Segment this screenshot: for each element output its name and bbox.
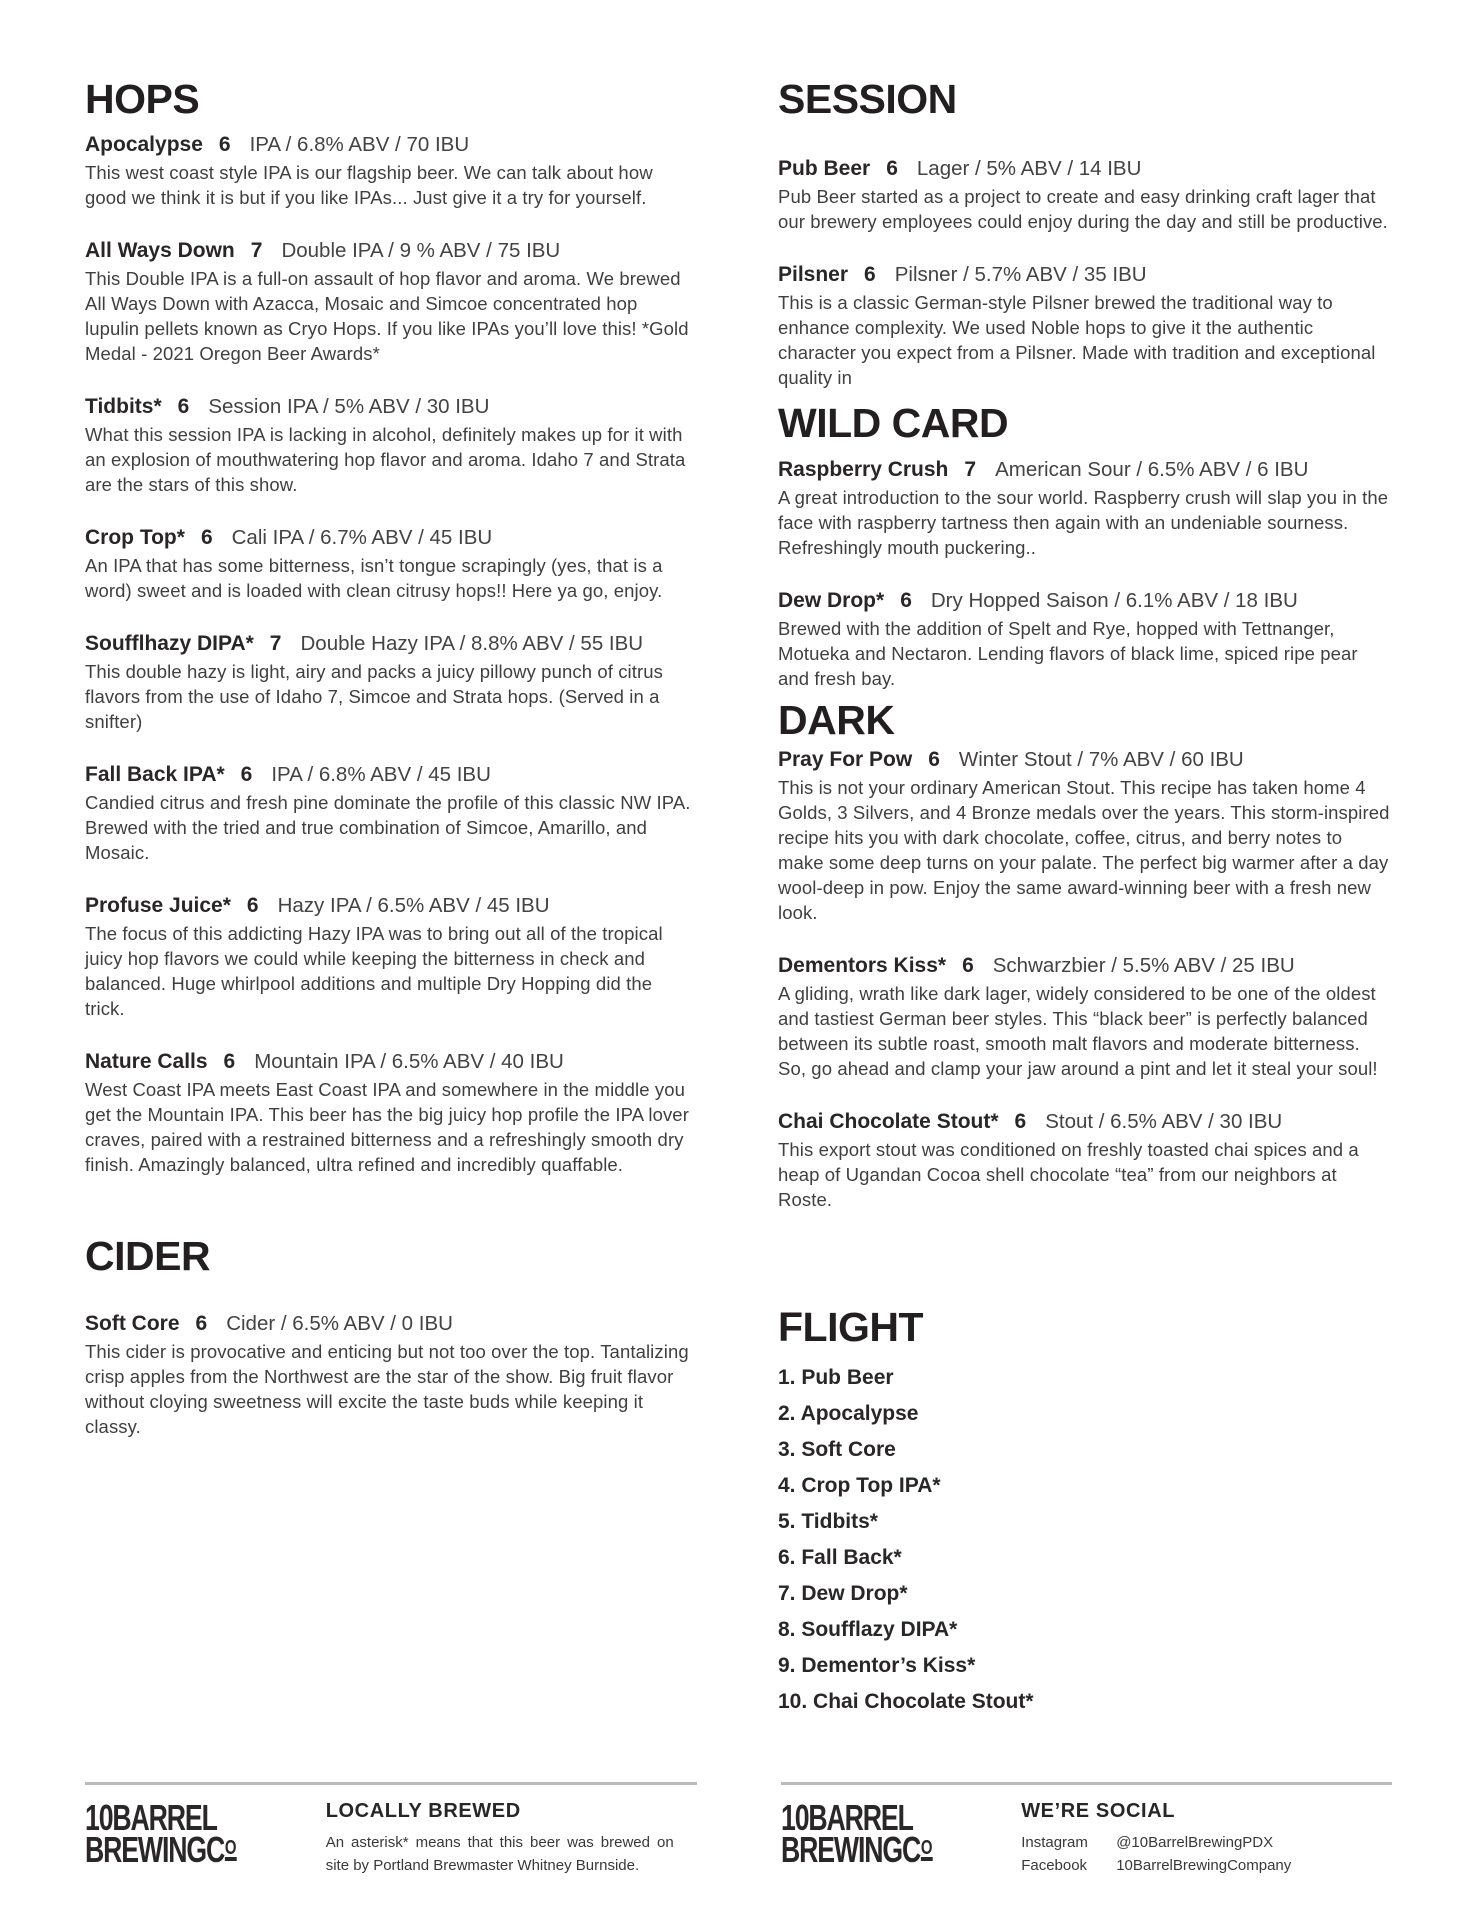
beer-price: 6: [223, 1050, 236, 1073]
beer-name: Pilsner: [778, 263, 849, 286]
beer-title-line: [85, 631, 693, 658]
beer-price: 6: [200, 526, 213, 549]
brand-logo-co-mark: O: [920, 1839, 932, 1861]
beer-description: A great introduction to the sour world. Raspberry crush will slap you in the face with raspberry tartness then again with an undeniable sourness. Refreshingly mouth puckering..: [778, 487, 1389, 558]
section-dark: [778, 697, 1392, 1212]
beer-description: A gliding, wrath like dark lager, widely considered to be one of the oldest and tastiest German beer styles. This “black beer” is perfectly balanced between its subtle roast, smooth malt flavors and moderate bitterness. So, go ahead and clamp your jaw around a pint and let it steal your soul!: [778, 983, 1378, 1079]
flight-item: 4. Crop Top IPA*: [778, 1474, 941, 1497]
flight-list: [778, 1360, 1392, 1720]
beer-title-line: [778, 588, 1392, 615]
asterisk-note: An asterisk* means that this beer was brewed on site by Portland Brewmaster Whitney Burnside.: [325, 1834, 674, 1874]
beer-entry: [85, 394, 693, 497]
brand-logo-line1: 10BARREL: [85, 1797, 217, 1838]
beer-style-abv-ibu: Mountain IPA / 6.5% ABV / 40 IBU: [254, 1050, 564, 1073]
flight-item: 9. Dementor’s Kiss*: [778, 1654, 976, 1677]
beer-title-line: [778, 262, 1392, 289]
brand-logo-co-mark: O: [225, 1839, 237, 1861]
beer-title-line: [85, 132, 693, 159]
flight-item: 10. Chai Chocolate Stout*: [778, 1690, 1034, 1713]
page-footer: [85, 1782, 1392, 1877]
beer-entry: [778, 747, 1392, 925]
beer-price: 6: [962, 954, 974, 977]
section-title: FLIGHT: [778, 1304, 924, 1350]
beer-description: This west coast style IPA is our flagship beer. We can talk about how good we think it is but if you like IPAs... Just give it a try for yourself.: [85, 162, 653, 208]
beer-price: 6: [1014, 1110, 1027, 1133]
section-title: CIDER: [85, 1233, 211, 1279]
beer-title-line: [85, 238, 693, 265]
beer-description: This cider is provocative and enticing but not too over the top. Tantalizing crisp apples from the Northwest are the star of the show. Big fruit flavor without cloying sweetness will excite the taste buds while keeping it classy.: [85, 1341, 689, 1437]
beer-name: Pray For Pow: [778, 748, 913, 771]
left-column: [85, 76, 693, 1439]
beer-description: This export stout was conditioned on freshly toasted chai spices and a heap of Ugandan Cocoa shell chocolate “tea” from our neighbors at Roste.: [778, 1139, 1359, 1210]
section-flight: [778, 1304, 1392, 1720]
beer-title-line: [85, 893, 693, 920]
beer-style-abv-ibu: IPA / 6.8% ABV / 70 IBU: [249, 133, 470, 156]
locally-brewed-text: [326, 1800, 697, 1877]
beer-price: 6: [886, 157, 898, 180]
beer-price: 7: [964, 458, 977, 481]
brand-logo: [85, 1797, 237, 1871]
flight-item: 1. Pub Beer: [778, 1366, 894, 1389]
beer-entry: [85, 1311, 693, 1439]
facebook-label: Facebook: [1021, 1857, 1088, 1874]
flight-item: 5. Tidbits*: [778, 1510, 878, 1533]
beer-entry: [778, 156, 1392, 234]
beer-title-line: [778, 1109, 1392, 1136]
facebook-handle: 10BarrelBrewingCompany: [1116, 1857, 1292, 1874]
section-wild-card: [778, 400, 1392, 691]
flight-item: 6. Fall Back*: [778, 1546, 902, 1569]
beer-name: Tidbits*: [85, 395, 162, 418]
beer-price: 6: [195, 1312, 208, 1335]
beer-description: This is not your ordinary American Stout. This recipe has taken home 4 Golds, 3 Silvers, and 4 Bronze medals over the years. This storm-inspired recipe hits you with dark chocolate, coffee, citrus, and berry notes to make some deep turns on your palate. The perfect big warmer after a day wool-deep in pow. Enjoy the same award-winning beer with a fresh new look.: [778, 777, 1390, 923]
beer-entry: [85, 762, 693, 865]
beer-name: Soft Core: [85, 1312, 180, 1335]
section-session: [778, 76, 1392, 390]
flight-item: 7. Dew Drop*: [778, 1582, 908, 1605]
beer-title-line: [85, 1311, 693, 1338]
footer-social: [781, 1782, 1393, 1877]
flight-item: 8. Soufflazy DIPA*: [778, 1618, 958, 1641]
beer-description: This Double IPA is a full-on assault of hop flavor and aroma. We brewed All Ways Down with Azacca, Mosaic and Simcoe concentrated hop lupulin pellets known as Cryo Hops. If you like IPAs you’ll love this! *Gold Medal - 2021 Oregon Beer Awards*: [85, 268, 689, 364]
beer-description: This double hazy is light, airy and packs a juicy pillowy punch of citrus flavors from the use of Idaho 7, Simcoe and Strata hops. (Served in a snifter): [85, 661, 663, 732]
beer-name: Chai Chocolate Stout*: [778, 1110, 999, 1133]
beer-price: 6: [864, 263, 876, 286]
beer-name: Dew Drop*: [778, 589, 885, 612]
beer-style-abv-ibu: Stout / 6.5% ABV / 30 IBU: [1045, 1110, 1283, 1133]
beer-entry: [778, 588, 1392, 691]
beer-style-abv-ibu: American Sour / 6.5% ABV / 6 IBU: [995, 458, 1309, 481]
beer-description: The focus of this addicting Hazy IPA was to bring out all of the tropical juicy hop flavors we could while keeping the bitterness in check and balanced. Huge whirlpool additions and multiple Dry Hopping did the trick.: [85, 923, 663, 1019]
social-row-instagram: [1021, 1831, 1392, 1854]
section-hops: [85, 76, 693, 1177]
beer-entry: [85, 631, 693, 734]
beer-style-abv-ibu: Double IPA / 9 % ABV / 75 IBU: [281, 239, 561, 262]
flight-item: 3. Soft Core: [778, 1438, 896, 1461]
instagram-label: Instagram: [1021, 1834, 1088, 1851]
beer-name: Apocalypse: [85, 133, 203, 156]
beer-entry: [778, 1109, 1392, 1212]
beer-description: What this session IPA is lacking in alcohol, definitely makes up for it with an explosion of mouthwatering hop flavor and aroma. Idaho 7 and Strata are the stars of this show.: [85, 424, 686, 495]
social-heading: WE’RE SOCIAL: [1021, 1800, 1176, 1822]
section-title: WILD CARD: [778, 400, 1009, 446]
beer-name: Pub Beer: [778, 157, 871, 180]
beer-title-line: [778, 156, 1392, 183]
beer-style-abv-ibu: Winter Stout / 7% ABV / 60 IBU: [958, 748, 1244, 771]
beer-entry: [778, 262, 1392, 390]
beer-title-line: [85, 525, 693, 552]
beer-style-abv-ibu: Hazy IPA / 6.5% ABV / 45 IBU: [277, 894, 550, 917]
beer-entry: [85, 1049, 693, 1177]
social-row-facebook: [1021, 1854, 1392, 1877]
beer-price: 6: [218, 133, 231, 156]
beer-name: Fall Back IPA*: [85, 763, 225, 786]
beer-entry: [85, 238, 693, 366]
beer-description: This is a classic German-style Pilsner brewed the traditional way to enhance complexity. We used Noble hops to give it the authentic character you expect from a Pilsner. Made with tradition and exceptional quality in: [778, 292, 1376, 388]
beer-title-line: [778, 953, 1392, 980]
flight-item: 2. Apocalypse: [778, 1402, 919, 1425]
brand-logo-line2: BREWINGC: [780, 1829, 920, 1871]
right-column: [778, 76, 1392, 1720]
beer-name: Soufflhazy DIPA*: [85, 632, 254, 655]
beer-name: Crop Top*: [85, 526, 185, 549]
instagram-handle: @10BarrelBrewingPDX: [1116, 1834, 1274, 1851]
brand-logo-line2: BREWINGC: [85, 1829, 225, 1871]
brand-logo: [780, 1797, 932, 1871]
beer-style-abv-ibu: Schwarzbier / 5.5% ABV / 25 IBU: [992, 954, 1295, 977]
beer-name: Raspberry Crush: [778, 458, 949, 481]
beer-title-line: [778, 747, 1392, 774]
beer-style-abv-ibu: Cider / 6.5% ABV / 0 IBU: [226, 1312, 453, 1335]
beer-style-abv-ibu: Session IPA / 5% ABV / 30 IBU: [208, 395, 490, 418]
beer-price: 6: [246, 894, 259, 917]
beer-name: Nature Calls: [85, 1050, 208, 1073]
beer-name: All Ways Down: [85, 239, 235, 262]
beer-price: 6: [240, 763, 253, 786]
beer-name: Dementors Kiss*: [778, 954, 947, 977]
beer-entry: [778, 953, 1392, 1081]
beer-description: West Coast IPA meets East Coast IPA and somewhere in the middle you get the Mountain IPA. This beer has the big juicy hop profile the IPA lover craves, paired with a restrained bitterness and a refreshingly smooth dry finish. Amazingly balanced, ultra refined and incredibly quaffable.: [85, 1079, 689, 1175]
section-title: DARK: [778, 697, 895, 743]
locally-brewed-heading: LOCALLY BREWED: [325, 1800, 521, 1822]
beer-entry: [778, 457, 1392, 560]
beer-style-abv-ibu: Dry Hopped Saison / 6.1% ABV / 18 IBU: [930, 589, 1298, 612]
beer-entry: [85, 893, 693, 1021]
beer-price: 6: [928, 748, 940, 771]
beer-title-line: [85, 394, 693, 421]
beer-title-line: [85, 1049, 693, 1076]
beer-description: Pub Beer started as a project to create and easy drinking craft lager that our brewery employees could enjoy during the day and still be productive.: [778, 186, 1388, 232]
beer-description: Brewed with the addition of Spelt and Rye, hopped with Tettnanger, Motueka and Nectaron. Lending flavors of black lime, spiced ripe pear and fresh bay.: [778, 618, 1358, 689]
section-title: HOPS: [85, 76, 200, 122]
beer-style-abv-ibu: Double Hazy IPA / 8.8% ABV / 55 IBU: [300, 632, 644, 655]
beer-style-abv-ibu: IPA / 6.8% ABV / 45 IBU: [271, 763, 491, 786]
beer-price: 7: [250, 239, 263, 262]
footer-locally-brewed: [85, 1782, 697, 1877]
beer-title-line: [778, 457, 1392, 484]
beer-entry: [85, 132, 693, 210]
beer-title-line: [85, 762, 693, 789]
beer-price: 6: [177, 395, 190, 418]
beer-style-abv-ibu: Pilsner / 5.7% ABV / 35 IBU: [894, 263, 1147, 286]
brand-logo-line1: 10BARREL: [780, 1797, 913, 1838]
beer-price: 6: [900, 589, 912, 612]
social-text: [1021, 1800, 1392, 1877]
beer-name: Profuse Juice*: [85, 894, 231, 917]
beer-description: An IPA that has some bitterness, isn’t tongue scrapingly (yes, that is a word) sweet and is loaded with clean citrusy hops!! Here ya go, enjoy.: [85, 555, 663, 601]
beer-price: 7: [269, 632, 282, 655]
beer-entry: [85, 525, 693, 603]
section-cider: [85, 1233, 693, 1439]
beer-description: Candied citrus and fresh pine dominate the profile of this classic NW IPA. Brewed with the tried and true combination of Simcoe, Amarillo, and Mosaic.: [85, 792, 691, 863]
beer-style-abv-ibu: Cali IPA / 6.7% ABV / 45 IBU: [231, 526, 493, 549]
section-title: SESSION: [778, 76, 957, 122]
beer-style-abv-ibu: Lager / 5% ABV / 14 IBU: [916, 157, 1142, 180]
